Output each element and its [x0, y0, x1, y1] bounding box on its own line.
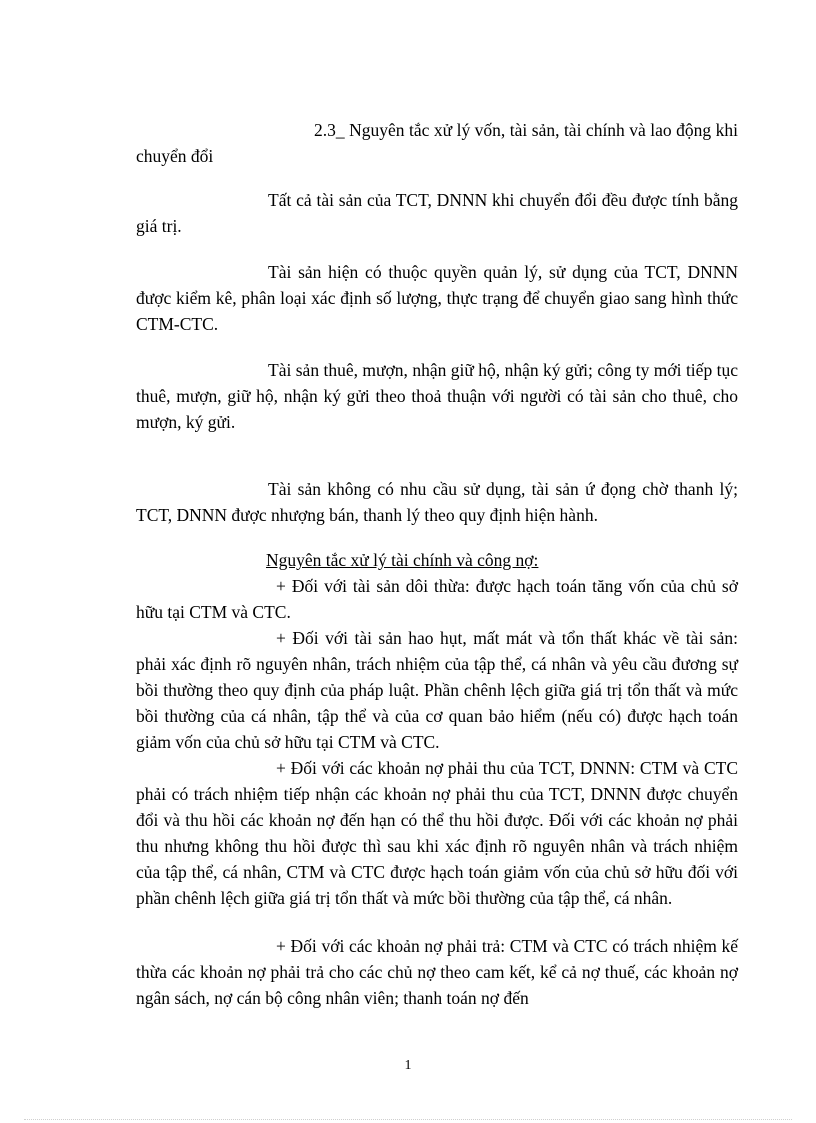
bullet-asset-losses: + Đối với tài sản hao hụt, mất mát và tổn thất khác về tài sản: phải xác định rõ nguyên nhân, trách nhiệm của tập thể, cá nhân và yêu cầu đương sự bồi thường theo quy định của pháp luật. Phần chênh lệch giữa giá trị tổn thất và mức bồi thường của cá nhân, tập thể và của cơ quan bảo hiểm (nếu có) được hạch toán giảm vốn của chủ sở hữu tại CTM và CTC. [136, 628, 738, 752]
bullet-payables: + Đối với các khoản nợ phải trả: CTM và CTC có trách nhiệm kế thừa các khoản nợ phải trả cho các chủ nợ theo cam kết, kể cả nợ thuế, các khoản nợ ngân sách, nợ cán bộ công nhân viên; thanh toán nợ đến [136, 936, 738, 1008]
page-number: 1 [404, 1058, 412, 1073]
subheading-finance-debt: Nguyên tắc xử lý tài chính và công nợ: [266, 550, 539, 570]
bullet-receivables: + Đối với các khoản nợ phải thu của TCT, DNNN: CTM và CTC phải có trách nhiệm tiếp nhận các khoản nợ phải thu của TCT, DNNN được chuyển đổi và thu hồi các khoản nợ đến hạn có thể thu hồi được. Đối với các khoản nợ phải thu nhưng không thu hồi được thì sau khi xác định rõ nguyên nhân và trách nhiệm của tập thể, cá nhân, CTM và CTC được hạch toán giảm vốn của chủ sở hữu đối với phần chênh lệch giữa giá trị tổn thất và mức bồi thường của tập thể, cá nhân. [136, 758, 738, 908]
page-bottom-divider [24, 1119, 792, 1120]
section-heading: 2.3_ Nguyên tắc xử lý vốn, tài sản, tài chính và lao động khi chuyển đổi [136, 120, 738, 166]
paragraph-current-assets: Tài sản hiện có thuộc quyền quản lý, sử dụng của TCT, DNNN được kiểm kê, phân loại xác định số lượng, thực trạng để chuyển giao sang hình thức CTM-CTC. [136, 262, 738, 334]
paragraph-unused-assets: Tài sản không có nhu cầu sử dụng, tài sản ứ đọng chờ thanh lý; TCT, DNNN được nhượng bán, thanh lý theo quy định hiện hành. [136, 479, 738, 525]
bullet-surplus-assets: + Đối với tài sản dôi thừa: được hạch toán tăng vốn của chủ sở hữu tại CTM và CTC. [136, 576, 738, 622]
paragraph-asset-valuation: Tất cả tài sản của TCT, DNNN khi chuyển đổi đều được tính bằng giá trị. [136, 190, 738, 236]
paragraph-leased-assets: Tài sản thuê, mượn, nhận giữ hộ, nhận ký gửi; công ty mới tiếp tục thuê, mượn, giữ hộ, nhận ký gửi theo thoả thuận với người có tài sản cho thuê, cho mượn, ký gửi. [136, 360, 738, 432]
